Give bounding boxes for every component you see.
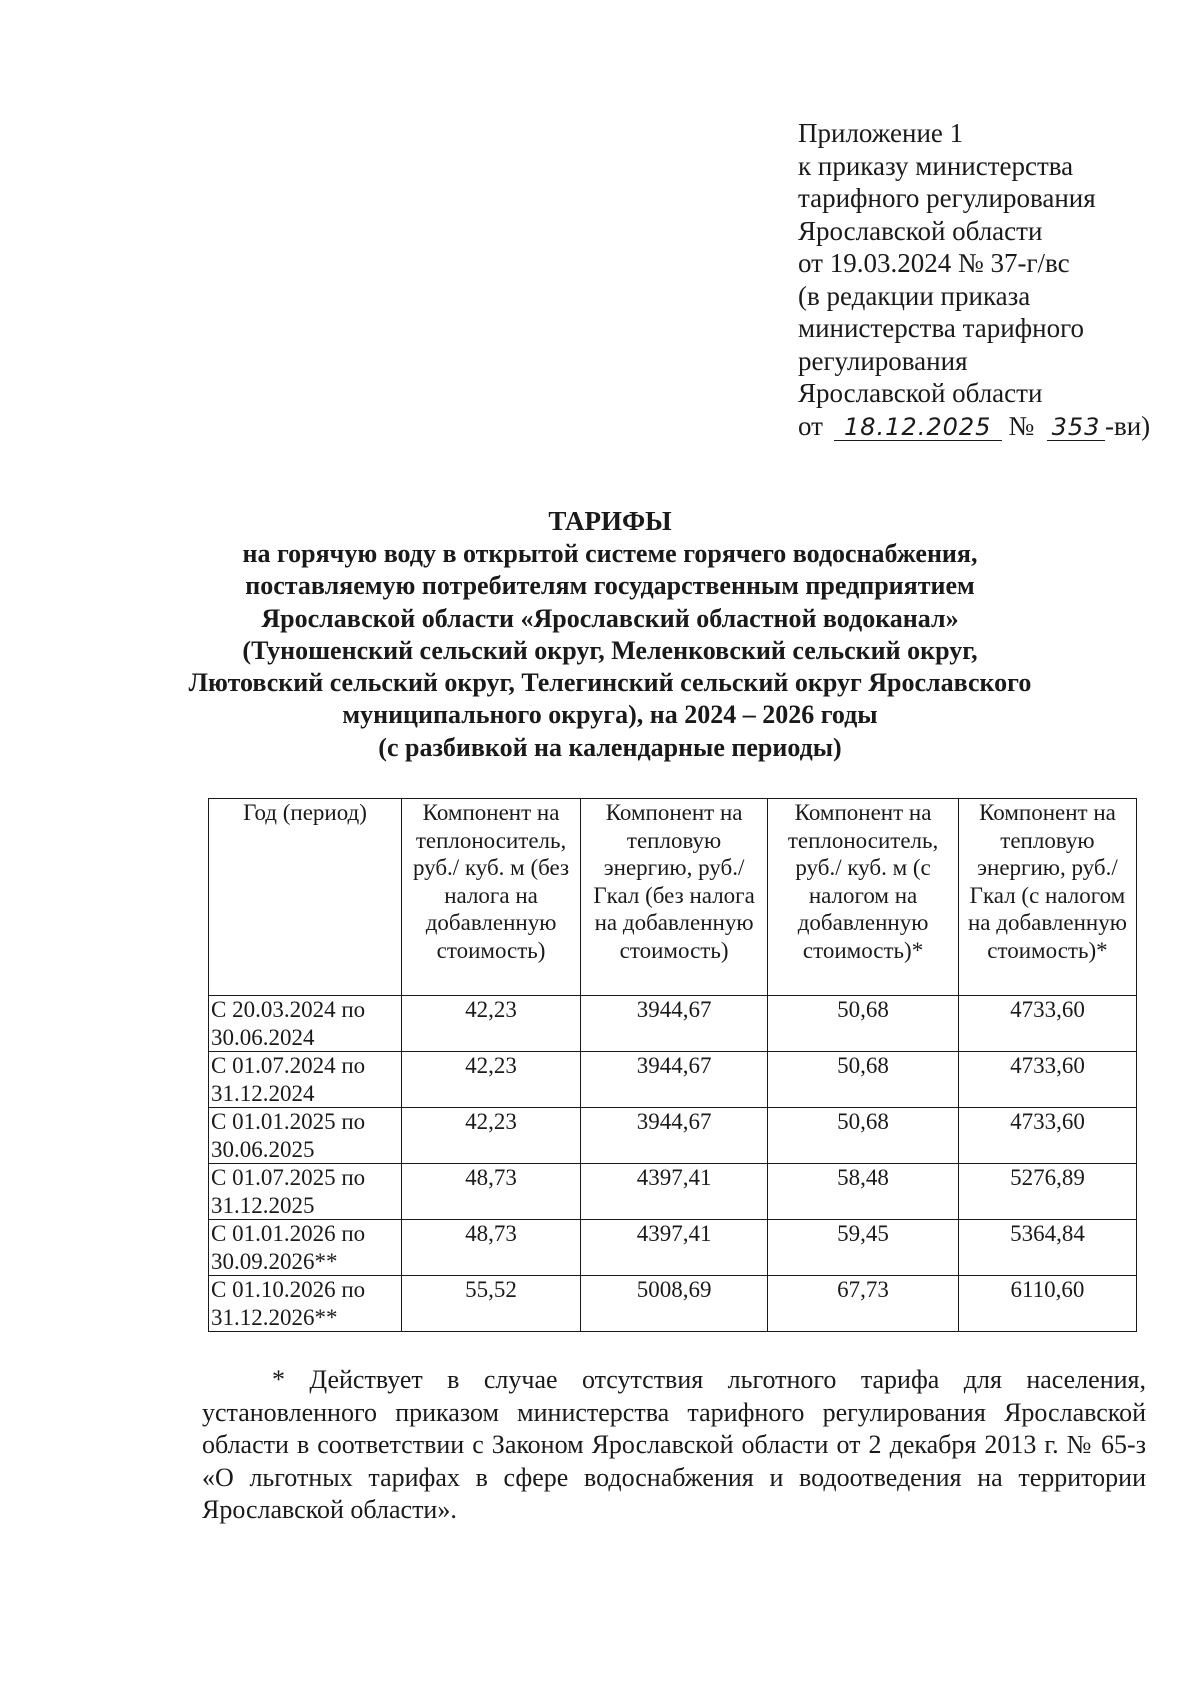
order-number-label: № xyxy=(1008,410,1035,441)
handwritten-date: 18.12.2025 xyxy=(834,414,1002,441)
cell-heat-vat: 4733,60 xyxy=(958,996,1136,1052)
appendix-line: от 19.03.2024 № 37-г/вс xyxy=(798,248,1070,278)
title-line: на горячую воду в открытой системе горячего водоснабжения, xyxy=(242,539,978,568)
appendix-line: к приказу министерства xyxy=(798,150,1074,181)
cell-period: С 01.07.2024 по 31.12.2024 xyxy=(209,1052,402,1108)
cell-period: С 01.10.2026 по 31.12.2026** xyxy=(209,1276,402,1332)
table-row xyxy=(209,1164,1137,1220)
tariffs-table xyxy=(208,798,1137,1332)
document-title xyxy=(150,504,1070,764)
cell-heat-no-vat: 3944,67 xyxy=(581,996,768,1052)
order-prefix: от xyxy=(798,410,823,441)
cell-heat-vat: 4733,60 xyxy=(958,1052,1136,1108)
cell-coolant-no-vat: 55,52 xyxy=(402,1276,581,1332)
title-line: Лютовский сельский округ, Телегинский сельский округ Ярославского xyxy=(188,668,1032,698)
cell-heat-vat: 5364,84 xyxy=(958,1220,1136,1276)
header-coolant-no-vat: Компонент на теплоноситель, руб./ куб. м (без налога на добавленную стоимость) xyxy=(402,799,581,996)
cell-heat-no-vat: 3944,67 xyxy=(581,1108,768,1164)
appendix-line: Приложение 1 xyxy=(798,118,964,148)
header-coolant-vat: Компонент на теплоноситель, руб./ куб. м (с налогом на добавленную стоимость)* xyxy=(768,799,959,996)
table-row xyxy=(209,1108,1137,1164)
appendix-line: (в редакции приказа xyxy=(798,280,1031,311)
handwritten-order-number: 353 xyxy=(1047,414,1105,441)
title-line: Ярославской области «Ярославский областной водоканал» xyxy=(261,603,959,633)
cell-heat-no-vat: 4397,41 xyxy=(581,1164,768,1220)
cell-coolant-vat: 59,45 xyxy=(768,1220,959,1276)
title-line: муниципального округа), на 2024 – 2026 годы xyxy=(342,700,878,730)
header-heat-vat: Компонент на тепловую энергию, руб./Гкал (с налогом на добавленную стоимость)* xyxy=(958,799,1136,996)
title-main: ТАРИФЫ xyxy=(548,506,672,536)
cell-coolant-no-vat: 42,23 xyxy=(402,1052,581,1108)
appendix-line: министерства тарифного xyxy=(798,313,1085,343)
cell-heat-no-vat: 3944,67 xyxy=(581,1052,768,1108)
table-row xyxy=(209,1052,1137,1108)
cell-coolant-vat: 50,68 xyxy=(768,1052,959,1108)
appendix-header xyxy=(798,117,1150,442)
cell-period: С 01.01.2026 по 30.09.2026** xyxy=(209,1220,402,1276)
cell-coolant-no-vat: 48,73 xyxy=(402,1220,581,1276)
cell-coolant-vat: 50,68 xyxy=(768,1108,959,1164)
title-line: (Туношенский сельский округ, Меленковский сельский округ, xyxy=(242,635,978,665)
cell-period: С 01.07.2025 по 31.12.2025 xyxy=(209,1164,402,1220)
header-period: Год (период) xyxy=(209,799,402,996)
cell-coolant-vat: 58,48 xyxy=(768,1164,959,1220)
appendix-line: Ярославской области xyxy=(798,215,1043,246)
header-heat-no-vat: Компонент на тепловую энергию, руб./Гкал (без налога на добавленную стоимость) xyxy=(581,799,768,996)
cell-coolant-no-vat: 42,23 xyxy=(402,996,581,1052)
table-row xyxy=(209,996,1137,1052)
table-header-row xyxy=(209,799,1137,996)
cell-heat-vat: 6110,60 xyxy=(958,1276,1136,1332)
appendix-line: тарифного регулирования xyxy=(798,183,1096,213)
cell-coolant-no-vat: 48,73 xyxy=(402,1164,581,1220)
footnote-text: * Действует в случае отсутствия льготного тарифа для населения, установленного приказом министерства тарифного регулирования Ярославской области в соответствии с Законом Ярославской области от 2 декабря 2013 г. № 65-з «О льготных тарифах в сфере водоснабжения и водоотведения на территории Ярославской области». xyxy=(202,1365,1146,1524)
title-line: (с разбивкой на календарные периоды) xyxy=(378,732,842,762)
cell-period: С 20.03.2024 по 30.06.2024 xyxy=(209,996,402,1052)
cell-heat-vat: 4733,60 xyxy=(958,1108,1136,1164)
amendment-order-line xyxy=(798,410,1150,443)
title-line: поставляемую потребителям государственным предприятием xyxy=(245,571,975,601)
table-row xyxy=(209,1220,1137,1276)
cell-heat-vat: 5276,89 xyxy=(958,1164,1136,1220)
appendix-line: Ярославской области xyxy=(798,378,1043,408)
cell-coolant-vat: 67,73 xyxy=(768,1276,959,1332)
footnote xyxy=(202,1364,1146,1527)
cell-heat-no-vat: 4397,41 xyxy=(581,1220,768,1276)
appendix-line: регулирования xyxy=(798,345,968,376)
order-suffix: -ви) xyxy=(1104,410,1151,441)
cell-coolant-vat: 50,68 xyxy=(768,996,959,1052)
table-row xyxy=(209,1276,1137,1332)
cell-coolant-no-vat: 42,23 xyxy=(402,1108,581,1164)
cell-period: С 01.01.2025 по 30.06.2025 xyxy=(209,1108,402,1164)
cell-heat-no-vat: 5008,69 xyxy=(581,1276,768,1332)
